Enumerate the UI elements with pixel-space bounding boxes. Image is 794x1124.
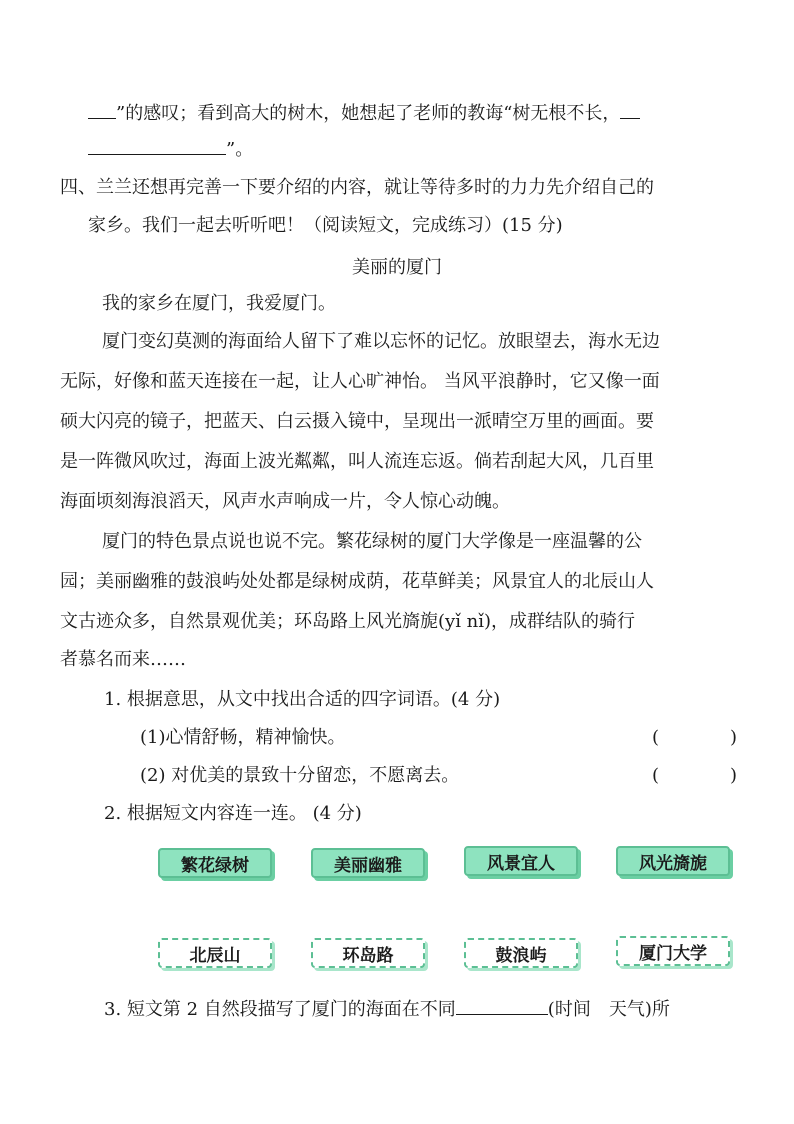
answer-paren-open: ( xyxy=(652,727,660,748)
question-3-prompt-start: 3. 短文第 2 自然段描写了厦门的海面在不同 xyxy=(104,999,456,1020)
match-box-bottom[interactable]: 厦门大学 xyxy=(616,936,730,966)
match-box-top[interactable]: 美丽幽雅 xyxy=(311,848,425,878)
answer-blank[interactable] xyxy=(620,100,640,119)
article-paragraph-3-line: 文古迹众多，自然景观优美；环岛路上风光旖旎(yǐ nǐ)，成群结队的骑行 xyxy=(60,611,636,632)
match-box-top[interactable]: 繁花绿树 xyxy=(158,848,272,878)
article-paragraph-2-line: 海面顷刻海浪滔天，风声水声响成一片，令人惊心动魄。 xyxy=(60,491,510,512)
section-4-instruction-line-1: 四、兰兰还想再完善一下要介绍的内容，就让等待多时的力力先介绍自己的 xyxy=(60,177,654,198)
article-paragraph-2-line: 是一阵微风吹过，海面上波光粼粼，叫人流连忘返。倘若刮起大风，几百里 xyxy=(60,451,654,472)
answer-paren-open: ( xyxy=(652,765,660,786)
question-1-item-2: (2) 对优美的景致十分留恋，不愿离去。 xyxy=(140,765,460,786)
continuation-line-1 xyxy=(88,100,640,126)
answer-blank[interactable] xyxy=(456,996,548,1015)
match-box-bottom[interactable]: 北辰山 xyxy=(158,938,272,968)
match-box-bottom[interactable]: 环岛路 xyxy=(311,938,425,968)
question-1-prompt: 1. 根据意思，从文中找出合适的四字词语。(4 分) xyxy=(104,689,501,710)
question-3-prompt-end: (时间 天气)所 xyxy=(547,999,670,1020)
article-paragraph-2-line: 无际，好像和蓝天连接在一起，让人心旷神怡。 当风平浪静时，它又像一面 xyxy=(60,371,660,392)
match-box-top[interactable]: 风景宜人 xyxy=(464,846,578,876)
article-paragraph-1: 我的家乡在厦门，我爱厦门。 xyxy=(102,293,336,314)
continuation-line-2 xyxy=(88,136,253,162)
answer-paren-close: ) xyxy=(730,727,738,748)
answer-paren-close: ) xyxy=(730,765,738,786)
article-paragraph-2-line: 硕大闪亮的镜子，把蓝天、白云摄入镜中，呈现出一派晴空万里的画面。要 xyxy=(60,411,654,432)
question-3-prompt xyxy=(104,996,670,1022)
continuation-text: ”的感叹；看到高大的树木，她想起了老师的教诲“树无根不长， xyxy=(116,103,621,124)
section-4-instruction-line-2: 家乡。我们一起去听听吧！（阅读短文，完成练习）(15 分) xyxy=(88,215,563,236)
question-2-prompt: 2. 根据短文内容连一连。 (4 分) xyxy=(104,803,362,824)
article-title: 美丽的厦门 xyxy=(352,257,442,278)
article-paragraph-3-line: 园；美丽幽雅的鼓浪屿处处都是绿树成荫，花草鲜美；风景宜人的北辰山人 xyxy=(60,571,654,592)
answer-blank[interactable] xyxy=(88,100,116,119)
article-paragraph-3-line: 厦门的特色景点说也说不完。繁花绿树的厦门大学像是一座温馨的公 xyxy=(102,531,642,552)
article-paragraph-2-line: 厦门变幻莫测的海面给人留下了难以忘怀的记忆。放眼望去，海水无边 xyxy=(102,331,660,352)
answer-blank[interactable] xyxy=(88,136,226,155)
match-box-top[interactable]: 风光旖旎 xyxy=(616,846,730,876)
article-paragraph-3-line: 者慕名而来…… xyxy=(60,649,186,670)
question-1-item-1: (1)心情舒畅，精神愉快。 xyxy=(140,727,346,748)
continuation-end: ”。 xyxy=(226,139,254,160)
match-box-bottom[interactable]: 鼓浪屿 xyxy=(464,938,578,968)
